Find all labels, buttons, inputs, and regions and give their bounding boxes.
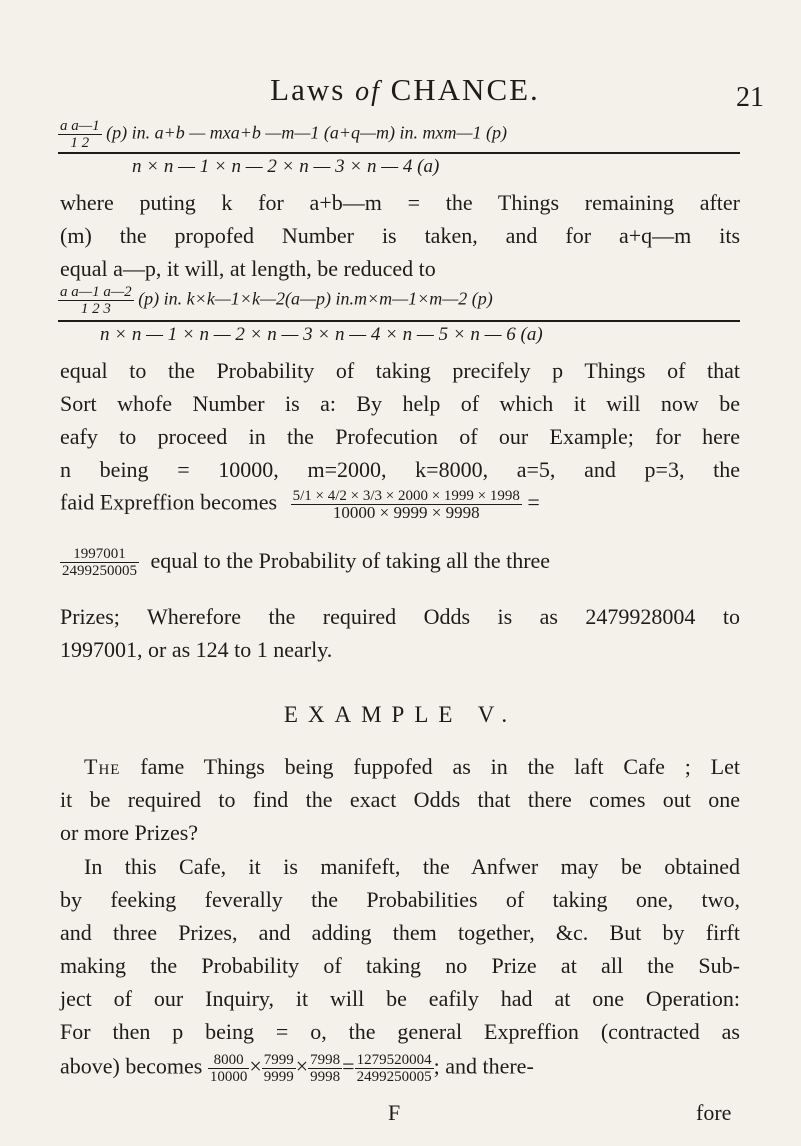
text-line: Sort whofe Number is a: By help of which it will now be xyxy=(60,391,740,416)
text-line: The fame Things being fuppofed as in the laft Cafe ; Let xyxy=(84,754,740,779)
text-line: n being = 10000, m=2000, k=8000, a=5, and p=3, the xyxy=(60,457,740,482)
text-line: and three Prizes, and adding them together, &c. But by firft xyxy=(60,920,740,945)
catchword: fore xyxy=(696,1100,732,1125)
text-line: eafy to proceed in the Profecution of our Example; for here xyxy=(60,424,740,449)
text-line: equal to the Probability of taking precifely p Things of that xyxy=(60,358,740,383)
header-title-of: of xyxy=(355,76,381,107)
final-formula-line: above) becomes $\frac{8000}{10000}$ × $\frac{7999}{9999}$ × $\frac{7998}{9998}$ = $\frac{1279520004}{2499250005}$ ; and there- xyxy=(60,1052,534,1085)
formula-1-body: (p) in. a+b — mxa+b —m—1 (a+q—m) in. mxm—1 (p) xyxy=(106,122,507,143)
expression-fraction: $\frac{5/1 \times 4/2 \times 3/3 \times 2000 \times 1999 \times 1998}{10000 \times 9999 \times 9998}$ xyxy=(292,488,520,522)
text-line: ject of our Inquiry, it will be eafily had at one Operation: xyxy=(60,986,740,1011)
example-heading: EXAMPLE V. xyxy=(283,702,518,727)
paragraph-4 xyxy=(60,750,740,849)
paragraph-5 xyxy=(60,850,740,1048)
formula-2-lead: $\frac{\text{a a—1 a—2}}{1 2 3}$ xyxy=(60,284,132,317)
text-line: where puting k for a+b—m = the Things remaining after xyxy=(60,190,740,215)
formula-2 xyxy=(58,284,493,317)
denominator-1: n × n — 1 × n — 2 × n — 3 × n — 4 (a) xyxy=(132,156,440,177)
text-line: by feeking feverally the Probabilities of taking one, two, xyxy=(60,887,740,912)
fraction-result: $\frac{1279520004}{2499250005}$ xyxy=(356,1052,432,1085)
text-line: equal a—p, it will, at length, be reduced to xyxy=(60,256,436,281)
text-line: making the Probability of taking no Prize at all the Sub- xyxy=(60,953,740,978)
formula-1-lead: $\frac{\text{a a—1}}{1 2}$ xyxy=(60,118,100,151)
text-line: (m) the propofed Number is taken, and for a+q—m its xyxy=(60,223,740,248)
text-line: 1997001, or as 124 to 1 nearly. xyxy=(60,637,333,662)
text-line: In this Cafe, it is manifeft, the Anfwer may be obtained xyxy=(84,854,740,879)
text-line: it be required to find the exact Odds that there comes out one xyxy=(60,787,740,812)
signature-mark: F xyxy=(388,1100,401,1125)
fraction-7998: $\frac{7998}{9998}$ xyxy=(310,1052,341,1085)
text-line: or more Prizes? xyxy=(60,820,199,845)
denominator-2: n × n — 1 × n — 2 × n — 3 × n — 4 × n — 5 × n — 6 (a) xyxy=(100,324,543,345)
fraction-7999: $\frac{7999}{9999}$ xyxy=(263,1052,294,1085)
paragraph-3 xyxy=(60,600,740,666)
final-tail: ; and there- xyxy=(433,1053,534,1079)
result-line xyxy=(60,546,550,579)
text-line: For then p being = o, the general Expreffion (contracted as xyxy=(60,1019,740,1044)
result-fraction: $\frac{1997001}{2499250005}$ xyxy=(62,546,137,579)
formula-1 xyxy=(58,118,507,151)
expression-lead: faid Expreffion becomes xyxy=(60,489,278,515)
paragraph-2 xyxy=(60,354,740,486)
page-number: 21 xyxy=(736,82,764,113)
fraction-rule-2 xyxy=(58,320,740,322)
fraction-8000: $\frac{8000}{10000}$ xyxy=(209,1052,248,1085)
expression-equals: = xyxy=(527,489,540,515)
paragraph-1 xyxy=(60,186,740,285)
final-lead: above) becomes xyxy=(60,1053,203,1079)
running-header xyxy=(205,72,605,108)
drop-word: The xyxy=(84,754,121,779)
header-title-chance: CHANCE. xyxy=(380,72,540,107)
fraction-rule-1 xyxy=(58,152,740,154)
expression-line xyxy=(60,488,540,521)
text-line: Prizes; Wherefore the required Odds is as 2479928004 to xyxy=(60,604,740,629)
formula-2-body: (p) in. k×k—1×k—2(a—p) in.m×m—1×m—2 (p) xyxy=(138,288,493,309)
result-text: equal to the Probability of taking all the three xyxy=(150,547,551,573)
header-title-laws: Laws xyxy=(270,72,356,107)
